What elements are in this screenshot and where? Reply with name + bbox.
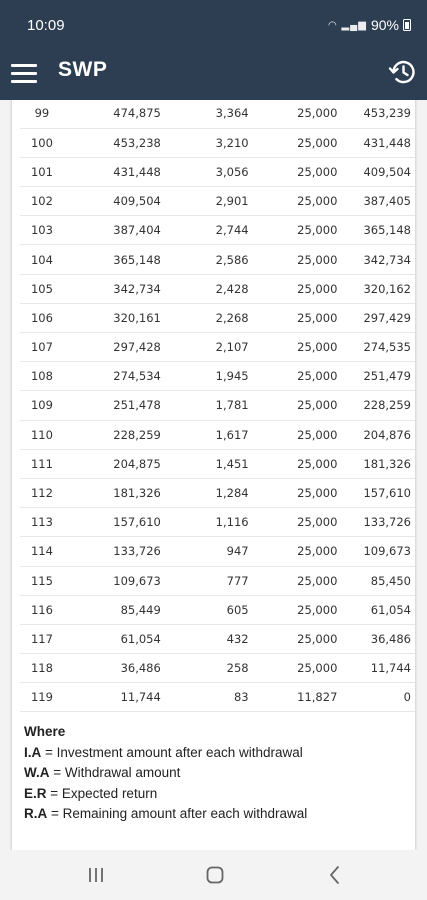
battery-percent: 90% bbox=[370, 17, 399, 33]
table-row bbox=[20, 333, 415, 362]
table-cell: 204,875 bbox=[113, 456, 161, 471]
table-cell: 387,405 bbox=[363, 194, 411, 209]
table-cell: 11,744 bbox=[120, 690, 161, 705]
top-bar bbox=[0, 0, 427, 100]
table-cell: 320,162 bbox=[363, 281, 411, 296]
table-cell: 181,326 bbox=[113, 486, 161, 501]
table-cell: 99 bbox=[34, 106, 50, 121]
table-cell: 110 bbox=[30, 427, 53, 442]
table-cell: 342,734 bbox=[363, 252, 411, 267]
table-cell: 25,000 bbox=[297, 340, 338, 355]
table-cell: 1,451 bbox=[215, 456, 249, 471]
table-row bbox=[20, 216, 415, 245]
table-cell: 2,107 bbox=[215, 340, 249, 355]
table-cell: 114 bbox=[30, 544, 53, 559]
table-cell: 157,610 bbox=[113, 515, 161, 530]
table-cell: 118 bbox=[30, 661, 53, 676]
table-cell: 25,000 bbox=[297, 661, 338, 676]
table-cell: 258 bbox=[226, 661, 249, 676]
table-row bbox=[20, 654, 415, 683]
table-row bbox=[20, 449, 415, 478]
table-cell: 251,478 bbox=[113, 398, 161, 413]
table-cell: 108 bbox=[30, 369, 53, 384]
signal-icon: ◠ ▂▄▆ bbox=[327, 19, 367, 31]
legend-item: W.A = Withdrawal amount bbox=[24, 765, 181, 780]
table-row bbox=[20, 683, 415, 712]
status-bar bbox=[0, 0, 427, 54]
table-cell: 157,610 bbox=[363, 486, 411, 501]
table-cell: 432 bbox=[226, 631, 249, 646]
table-cell: 25,000 bbox=[297, 252, 338, 267]
table-cell: 25,000 bbox=[297, 310, 338, 325]
app-bar bbox=[0, 50, 427, 100]
home-icon[interactable] bbox=[200, 862, 230, 888]
table-cell: 453,238 bbox=[113, 135, 161, 150]
table-cell: 119 bbox=[30, 690, 53, 705]
table-cell: 25,000 bbox=[297, 164, 338, 179]
table-cell: 3,210 bbox=[215, 135, 249, 150]
table-cell: 101 bbox=[30, 164, 53, 179]
table-cell: 25,000 bbox=[297, 398, 338, 413]
table-cell: 387,404 bbox=[113, 223, 161, 238]
table-cell: 431,448 bbox=[113, 164, 161, 179]
table-cell: 342,734 bbox=[113, 281, 161, 296]
legend-item: E.R = Expected return bbox=[24, 785, 158, 801]
table-row bbox=[20, 274, 415, 303]
table-row bbox=[20, 624, 415, 653]
table-row bbox=[20, 187, 415, 216]
table-cell: 102 bbox=[30, 194, 53, 209]
table-cell: 25,000 bbox=[297, 281, 338, 296]
table-row bbox=[20, 100, 415, 128]
table-cell: 297,428 bbox=[113, 340, 161, 355]
table-cell: 251,479 bbox=[363, 369, 411, 384]
table-cell: 85,450 bbox=[370, 573, 411, 588]
table-row bbox=[20, 478, 415, 507]
content-area[interactable] bbox=[0, 100, 427, 850]
table-cell: 3,364 bbox=[215, 106, 249, 121]
table-cell: 109,673 bbox=[363, 544, 411, 559]
table-cell: 1,116 bbox=[215, 515, 249, 530]
table-cell: 320,161 bbox=[113, 310, 161, 325]
table-cell: 25,000 bbox=[297, 194, 338, 209]
table-cell: 25,000 bbox=[297, 456, 338, 471]
table-cell: 777 bbox=[226, 573, 249, 588]
table-cell: 61,054 bbox=[370, 602, 411, 617]
table-row bbox=[20, 595, 415, 624]
table-row bbox=[20, 303, 415, 332]
table-cell: 25,000 bbox=[297, 369, 338, 384]
table-cell: 1,284 bbox=[215, 486, 249, 501]
table-cell: 2,586 bbox=[215, 252, 249, 267]
table-cell: 113 bbox=[30, 515, 53, 530]
table-cell: 11,827 bbox=[297, 690, 338, 705]
table-cell: 365,148 bbox=[363, 223, 411, 238]
table-cell: 133,726 bbox=[113, 544, 161, 559]
status-indicators bbox=[328, 17, 411, 33]
table-cell: 2,268 bbox=[215, 310, 249, 325]
table-row bbox=[20, 420, 415, 449]
table-cell: 25,000 bbox=[297, 573, 338, 588]
table-row bbox=[20, 362, 415, 391]
table-row bbox=[20, 157, 415, 186]
table-cell: 453,239 bbox=[363, 106, 411, 121]
table-cell: 112 bbox=[30, 486, 53, 501]
table-cell: 104 bbox=[30, 252, 53, 267]
table-cell: 115 bbox=[30, 573, 53, 588]
back-icon[interactable] bbox=[320, 862, 350, 888]
table-cell: 85,449 bbox=[120, 602, 161, 617]
table-cell: 106 bbox=[30, 310, 53, 325]
table-cell: 109 bbox=[30, 398, 53, 413]
table-cell: 365,148 bbox=[113, 252, 161, 267]
table-cell: 3,056 bbox=[215, 164, 249, 179]
table-cell: 107 bbox=[30, 340, 53, 355]
table-cell: 431,448 bbox=[363, 135, 411, 150]
table-cell: 133,726 bbox=[363, 515, 411, 530]
table-body bbox=[20, 100, 415, 712]
table-row bbox=[20, 566, 415, 595]
table-cell: 25,000 bbox=[297, 544, 338, 559]
table-row bbox=[20, 128, 415, 157]
table-cell: 297,429 bbox=[363, 310, 411, 325]
table-cell: 105 bbox=[30, 281, 53, 296]
history-icon[interactable] bbox=[387, 56, 419, 88]
status-time: 10:09 bbox=[27, 17, 65, 34]
table-cell: 181,326 bbox=[363, 456, 411, 471]
table-cell: 36,486 bbox=[120, 661, 161, 676]
results-card bbox=[12, 100, 415, 850]
table-cell: 474,875 bbox=[113, 106, 161, 121]
table-cell: 947 bbox=[226, 544, 249, 559]
table-cell: 2,428 bbox=[215, 281, 249, 296]
legend-heading: Where bbox=[24, 724, 66, 739]
app-title: SWP bbox=[58, 58, 108, 81]
table-cell: 25,000 bbox=[297, 602, 338, 617]
legend-item: I.A = Investment amount after each withdrawal bbox=[24, 744, 303, 760]
table-cell: 25,000 bbox=[297, 427, 338, 442]
table-row bbox=[20, 537, 415, 566]
table-cell: 409,504 bbox=[363, 164, 411, 179]
table-cell: 274,535 bbox=[363, 340, 411, 355]
table-cell: 103 bbox=[30, 223, 53, 238]
table-cell: 83 bbox=[233, 690, 249, 705]
table-cell: 109,673 bbox=[113, 573, 161, 588]
table-cell: 1,617 bbox=[215, 427, 249, 442]
table-cell: 2,744 bbox=[215, 223, 249, 238]
table-cell: 25,000 bbox=[297, 135, 338, 150]
table-cell: 228,259 bbox=[113, 427, 161, 442]
table-cell: 36,486 bbox=[370, 631, 411, 646]
table-cell: 11,744 bbox=[370, 661, 411, 676]
table-row bbox=[20, 508, 415, 537]
table-cell: 1,945 bbox=[215, 369, 249, 384]
table-cell: 25,000 bbox=[297, 486, 338, 501]
table-cell: 204,876 bbox=[363, 427, 411, 442]
table-cell: 409,504 bbox=[113, 194, 161, 209]
table-cell: 25,000 bbox=[297, 515, 338, 530]
table-cell: 274,534 bbox=[113, 369, 161, 384]
table-cell: 2,901 bbox=[215, 194, 249, 209]
recent-apps-icon[interactable] bbox=[81, 862, 111, 888]
table-cell: 25,000 bbox=[297, 223, 338, 238]
legend-item: R.A = Remaining amount after each withdrawal bbox=[24, 806, 308, 821]
legend bbox=[24, 722, 307, 825]
table-cell: 605 bbox=[226, 602, 249, 617]
table-cell: 111 bbox=[30, 456, 53, 471]
table-cell: 25,000 bbox=[297, 106, 338, 121]
table-cell: 61,054 bbox=[120, 631, 161, 646]
table-cell: 25,000 bbox=[297, 631, 338, 646]
hamburger-menu-icon[interactable] bbox=[10, 58, 40, 86]
table-cell: 1,781 bbox=[215, 398, 249, 413]
table-cell: 116 bbox=[30, 602, 53, 617]
system-nav-bar bbox=[0, 850, 427, 900]
table-row bbox=[20, 391, 415, 420]
battery-icon bbox=[403, 19, 411, 31]
table-cell: 100 bbox=[30, 135, 53, 150]
table-cell: 228,259 bbox=[363, 398, 411, 413]
withdrawal-table bbox=[20, 100, 415, 712]
table-row bbox=[20, 245, 415, 274]
table-cell: 0 bbox=[403, 690, 411, 705]
table-cell: 117 bbox=[30, 631, 53, 646]
